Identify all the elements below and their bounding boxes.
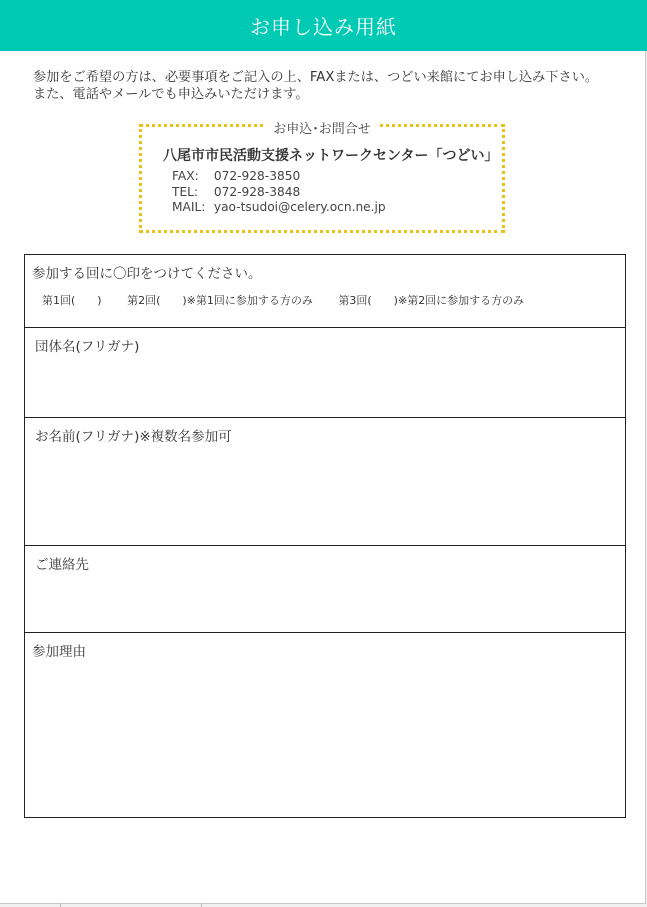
fax-number: 072-928-3850 [213,169,301,183]
session-options [42,292,546,308]
mail-label: MAIL: [172,200,206,214]
contact-mail-line [172,200,386,216]
session-1-option[interactable]: 第1回( ) [42,294,102,307]
contact-tel-line [172,185,386,201]
tel-number: 072-928-3848 [213,184,301,199]
contact-box [139,124,505,233]
mail-address: yao-tsudoi@celery.ocn.ne.jp [213,200,386,214]
reason-label: 参加理由 [32,644,86,660]
tel-label: TEL: [172,184,199,199]
group-name-label: 団体名(フリガナ) [35,339,140,355]
page-header [0,0,647,51]
contact-details [172,169,386,216]
session-row[interactable] [25,255,625,328]
session-prompt: 参加する回に〇印をつけてください。 [32,266,262,282]
contact-fax-line [172,169,386,185]
name-field[interactable] [25,418,625,546]
intro-line-2: また、電話やメールでも申込みいただけます。 [33,87,309,102]
session-2-option[interactable]: 第2回( )※第1回に参加する方のみ [127,294,313,307]
intro-text [33,69,633,103]
sheet-tabs-edge [60,903,202,907]
contact-legend-text: お申込･お問合せ [265,122,379,137]
contact-legend [142,118,502,137]
group-name-field[interactable] [25,328,625,418]
reason-field[interactable] [25,633,625,817]
page-title: お申し込み用紙 [250,15,397,39]
name-label: お名前(フリガナ)※複数名参加可 [35,429,232,445]
session-3-option[interactable]: 第3回( )※第2回に参加する方のみ [338,294,525,307]
contact-info-field[interactable] [25,546,625,633]
application-form [24,254,626,818]
contact-info-label: ご連絡先 [35,557,89,573]
intro-line-1: 参加をご希望の方は、必要事項をご記入の上、FAXまたは、つどい来館にてお申し込み下さい。 [33,70,599,85]
contact-organization: 八尾市市民活動支援ネットワークセンター「つどい」 [163,148,499,164]
fax-label: FAX: [172,169,199,183]
